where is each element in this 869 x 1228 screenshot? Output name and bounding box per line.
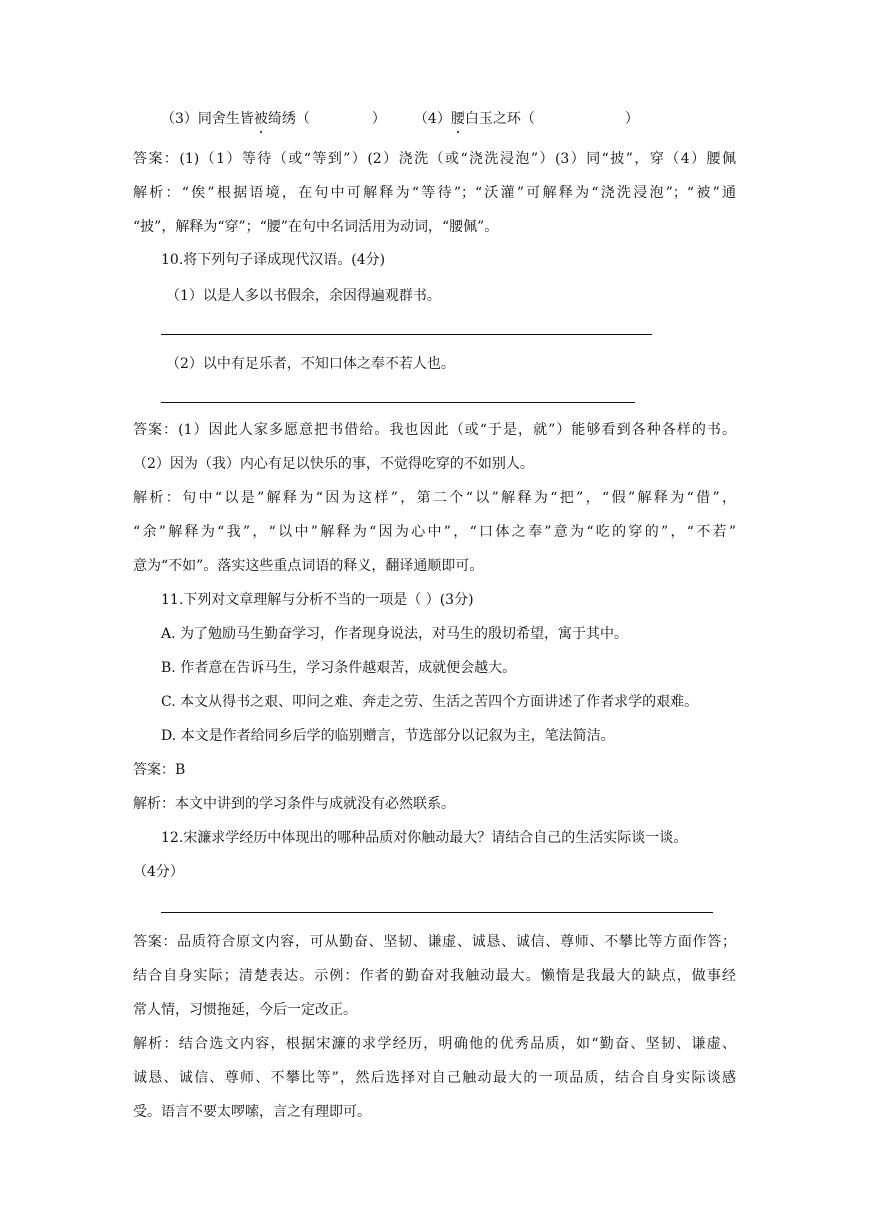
- q11-option-a: A. 为了勉励马生勤奋学习，作者现身说法，对马生的殷切希望，寓于其中。: [161, 626, 629, 642]
- q9-item3-close: ）: [371, 111, 386, 127]
- q10-sentence-2: （2）以中有足乐者，不知口体之奉不若人也。: [166, 356, 455, 372]
- q9-item3-dotted-char: 被: [253, 111, 268, 127]
- q12-score: （4分）: [133, 864, 184, 880]
- q9-item4-close: ）: [624, 111, 639, 127]
- q9-item3-suffix: 绮绣（: [267, 111, 310, 127]
- q9-item4-dotted-char: 腰: [450, 111, 465, 127]
- q11-answer: 答案：B: [133, 762, 186, 778]
- q9-item4-suffix: 白玉之环（: [464, 111, 535, 127]
- q9-items-line: [161, 109, 639, 129]
- q11-option-c: C. 本文从得书之艰、叩问之难、奔走之劳、生活之苦四个方面讲述了作者求学的艰难。: [161, 694, 699, 710]
- q9-analysis-line-1: 解析：“俟”根据语境，在句中可解释为“等待”；“沃灌”可解释为“浇洗浸泡”；“被”通: [133, 185, 736, 201]
- q9-item4-prefix: （4）: [413, 111, 451, 127]
- q12-analysis-line-2: 诚恳、诚信、尊师、不攀比等”，然后选择对自己触动最大的一项品质，结合自身实际谈感: [133, 1070, 736, 1086]
- q10-answer-line-1[interactable]: [161, 334, 652, 335]
- q12-analysis-line-3: 受。语言不要太啰嗦，言之有理即可。: [133, 1104, 371, 1120]
- q10-analysis-line-3: 意为“不如”。落实这些重点词语的释义，翻译通顺即可。: [133, 558, 484, 574]
- q10-answer-line-2-text: （2）因为（我）内心有足以快乐的事，不觉得吃穿的不如别人。: [133, 456, 534, 472]
- q11-stem: 11.下列对文章理解与分析不当的一项是（ ）(3分): [161, 592, 474, 608]
- q12-analysis-line-1: 解析：结合选文内容，根据宋濂的求学经历，明确他的优秀品质，如“勤奋、坚韧、谦虚、: [133, 1036, 736, 1052]
- q9-answer: 答案：(1)（1）等待（或“等到”）(2）浇洗（或“浇洗浸泡”）(3）同“披”，穿（4）腰佩: [133, 151, 736, 167]
- q11-option-d: D. 本文是作者给同乡后学的临别赠言，节选部分以记叙为主，笔法简洁。: [161, 728, 615, 744]
- q12-answer-line-1: 答案：品质符合原文内容，可从勤奋、坚韧、谦虚、诚恳、诚信、尊师、不攀比等方面作答；: [133, 934, 736, 950]
- q12-stem: 12.宋濂求学经历中体现出的哪种品质对你触动最大？请结合自己的生活实际谈一谈。: [161, 830, 688, 846]
- q12-answer-line-2: 结合自身实际；清楚表达。示例：作者的勤奋对我触动最大。懒惰是我最大的缺点，做事经: [133, 968, 736, 984]
- q10-analysis-line-2: “余”解释为“我”，“以中”解释为“因为心中”，“口体之奉”意为“吃的穿的”，“不若”: [133, 524, 736, 540]
- q10-analysis-line-1: 解析：句中“以是”解释为“因为这样”，第二个“以”解释为“把”，“假”解释为“借”，: [133, 490, 736, 506]
- q11-analysis: 解析：本文中讲到的学习条件与成就没有必然联系。: [133, 796, 455, 812]
- q11-option-b: B. 作者意在告诉马生，学习条件越艰苦，成就便会越大。: [161, 660, 517, 676]
- q9-item3-prefix: （3）同舍生皆: [161, 111, 254, 127]
- q12-answer-line-3: 常人情，习惯拖延，今后一定改正。: [133, 1002, 357, 1018]
- q10-stem: 10.将下列句子译成现代汉语。(4分): [161, 252, 386, 268]
- q12-answer-line[interactable]: [161, 912, 713, 913]
- q10-answer-line-1-text: 答案：(1）因此人家多愿意把书借给。我也因此（或“于是，就”）能够看到各种各样的书。: [133, 422, 736, 438]
- q10-answer-line-2[interactable]: [161, 402, 635, 403]
- q9-analysis-line-2: “披”，解释为“穿”；“腰”在句中名词活用为动词，“腰佩”。: [133, 219, 499, 235]
- q10-sentence-1: （1）以是人多以书假余，余因得遍观群书。: [166, 288, 441, 304]
